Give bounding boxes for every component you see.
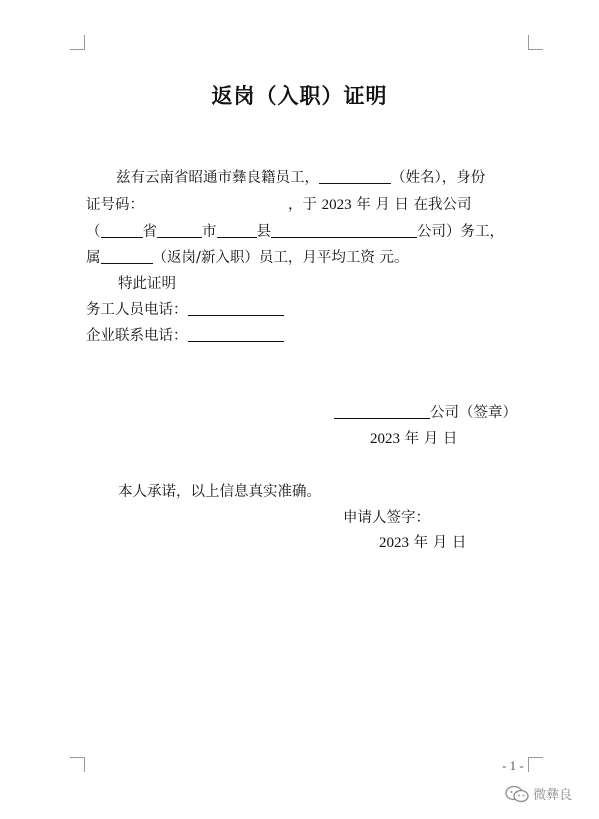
worker-phone-line: 务工人员电话： bbox=[86, 298, 284, 319]
wechat-icon bbox=[504, 785, 530, 803]
county-blank[interactable] bbox=[217, 222, 257, 238]
crop-mark-top-left bbox=[70, 35, 85, 50]
crop-mark-top-right bbox=[528, 35, 543, 50]
pledge-text: 本人承诺，以上信息真实准确。 bbox=[118, 484, 321, 500]
applicant-signature-label: 申请人签字： bbox=[343, 510, 430, 526]
crop-mark-bottom-left bbox=[70, 757, 85, 772]
page-number: - 1 - bbox=[502, 758, 524, 773]
company-seal-line: 公司（签章） bbox=[334, 401, 517, 422]
body-line-3: （ 省 市 县 公司）务工， bbox=[86, 224, 504, 240]
province-blank[interactable] bbox=[101, 222, 143, 238]
company-phone-blank[interactable] bbox=[188, 326, 284, 342]
company-name-blank[interactable] bbox=[334, 403, 430, 419]
document-title: 返岗（入职）证明 bbox=[211, 83, 388, 108]
company-blank[interactable] bbox=[271, 222, 417, 238]
crop-mark-bottom-right bbox=[528, 757, 543, 772]
city-blank[interactable] bbox=[157, 222, 202, 238]
certify-line: 特此证明 bbox=[118, 276, 176, 292]
employee-type-blank[interactable] bbox=[101, 248, 153, 264]
company-phone-line: 企业联系电话： bbox=[86, 324, 284, 345]
seal-date-line: 2023 年 月 日 bbox=[370, 431, 458, 447]
pledge-date-line: 2023 年 月 日 bbox=[379, 535, 467, 551]
body-line-4: 属 （返岗/新入职）员工，月平均工资 元。 bbox=[86, 250, 409, 266]
name-blank[interactable] bbox=[319, 168, 391, 184]
body-line-2: 证号码： ，于 2023 年 月 日 在我公司 bbox=[86, 197, 472, 213]
watermark: 微彝良 bbox=[504, 784, 572, 803]
worker-phone-blank[interactable] bbox=[188, 300, 284, 316]
body-line-1: 兹有云南省昭通市彝良籍员工， （姓名），身份 bbox=[116, 170, 486, 186]
